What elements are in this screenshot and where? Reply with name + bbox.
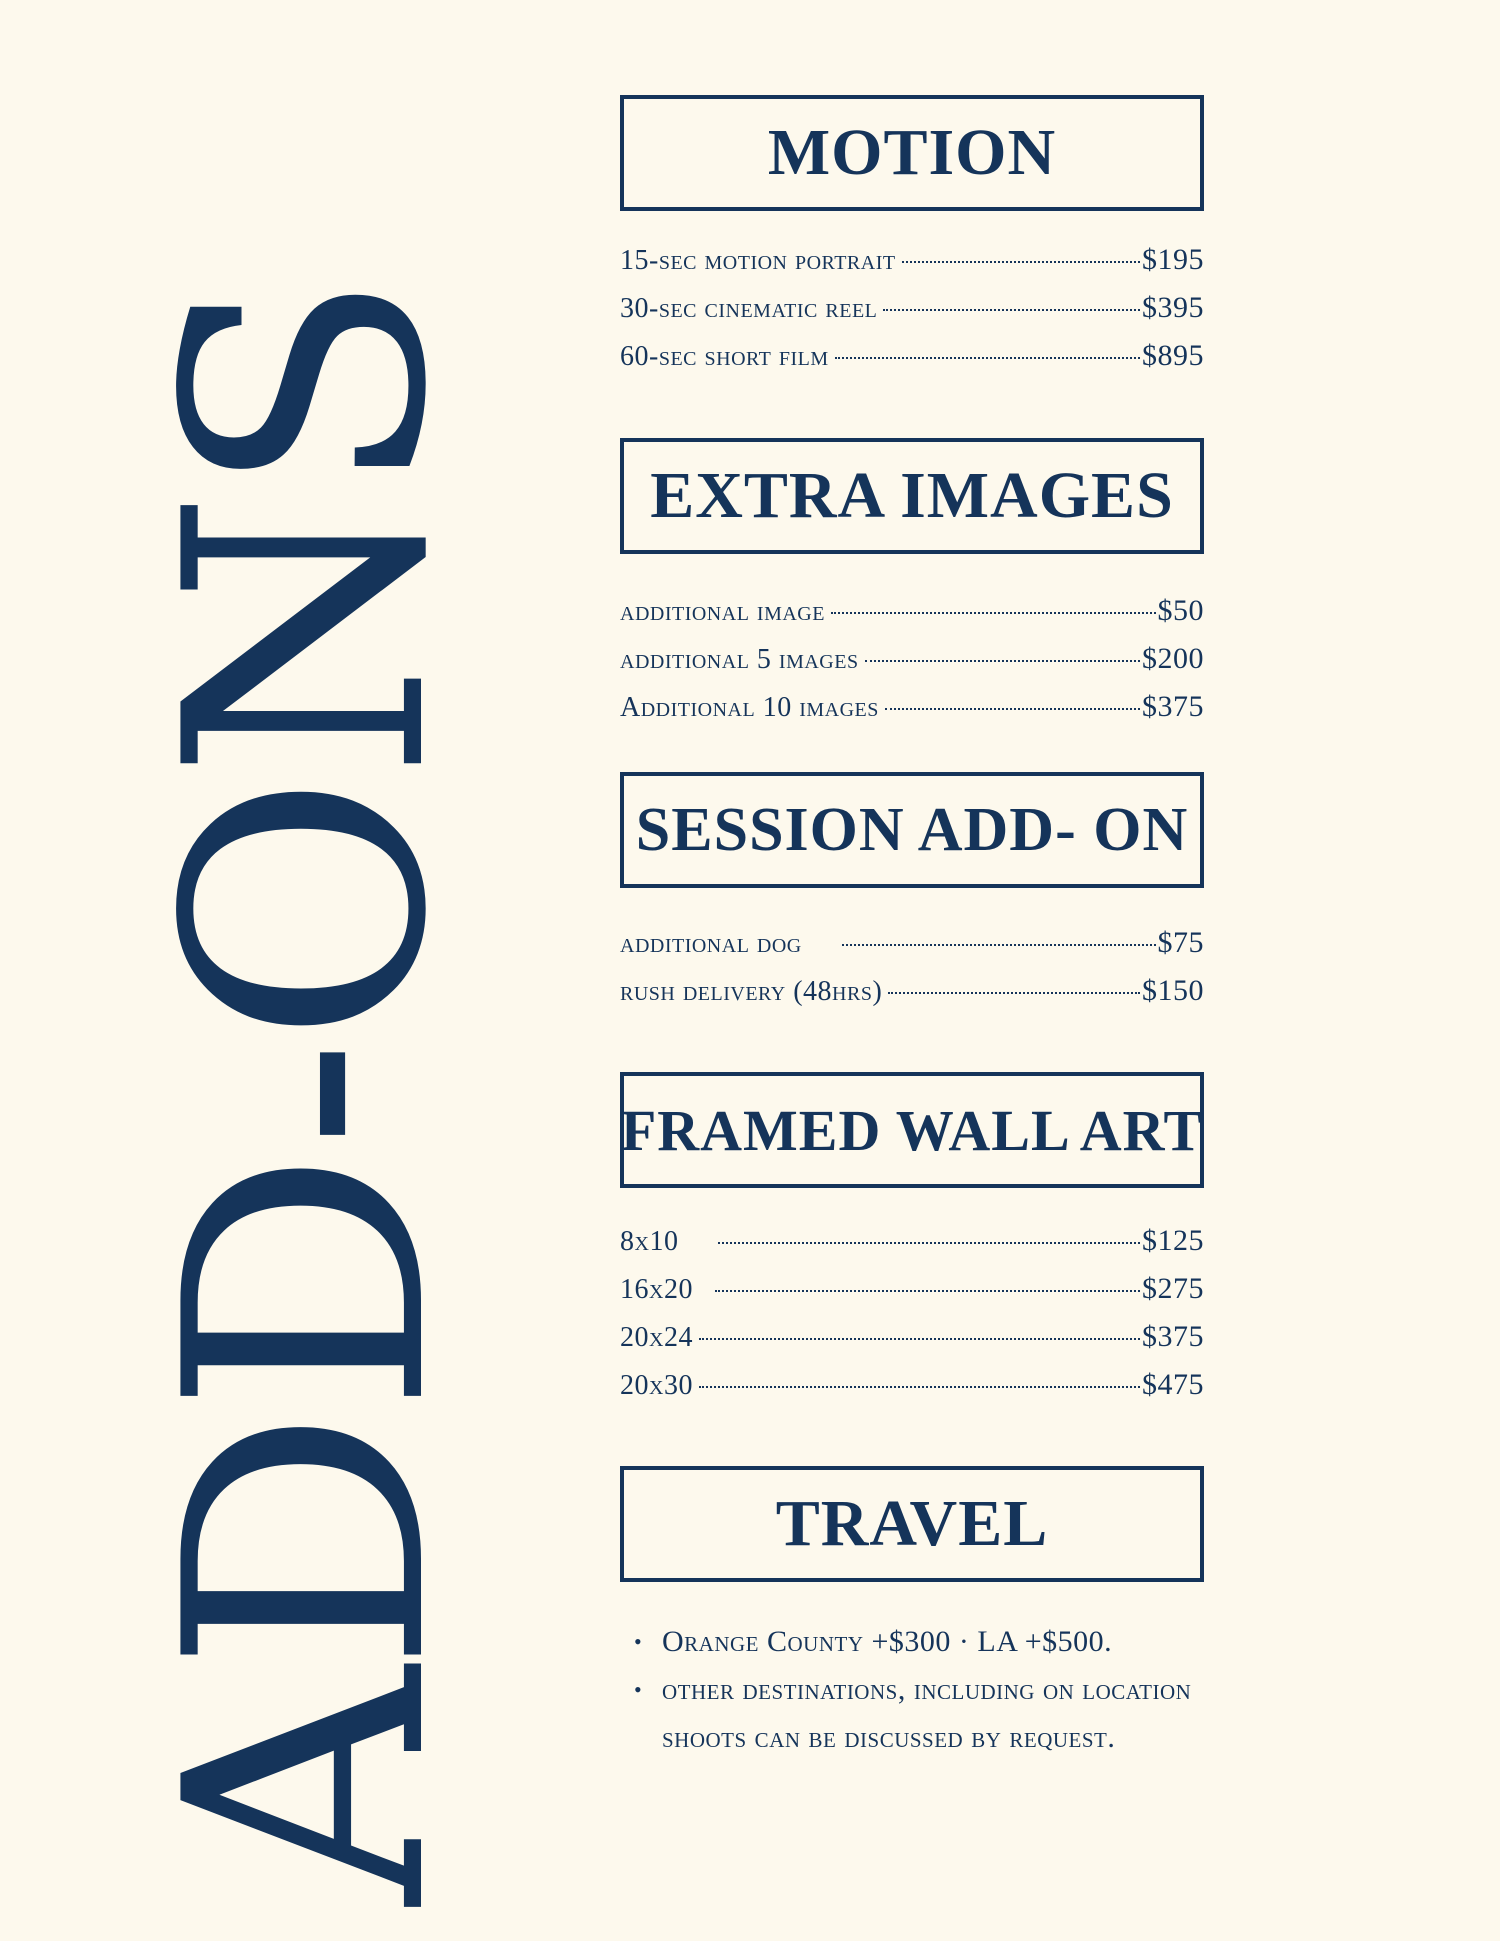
dot-leader	[835, 357, 1140, 359]
item-label: 20x24	[620, 1322, 693, 1353]
price-row	[620, 243, 1204, 291]
item-price: $395	[1142, 291, 1204, 324]
price-row	[620, 974, 1204, 1022]
section-extra-images	[620, 438, 1204, 738]
item-label: 15-sec motion portrait	[620, 245, 896, 276]
dot-leader	[865, 660, 1140, 662]
item-label: 8x10	[620, 1226, 679, 1257]
price-row	[620, 642, 1204, 690]
section-heading: EXTRA IMAGES	[650, 459, 1174, 532]
section-heading-box	[620, 772, 1204, 888]
item-price: $200	[1142, 642, 1204, 675]
item-price: $475	[1142, 1368, 1204, 1401]
section-travel	[620, 1466, 1204, 1792]
page-title	[115, 0, 499, 1905]
list-item: • Orange County +$300 · LA +$500.	[662, 1618, 1204, 1666]
item-price: $75	[1157, 926, 1204, 959]
price-row	[620, 926, 1204, 974]
dot-leader	[883, 309, 1140, 311]
price-row	[620, 1272, 1204, 1320]
item-price: $375	[1142, 690, 1204, 723]
item-label: additional 5 images	[620, 644, 859, 675]
item-price: $275	[1142, 1272, 1204, 1305]
page-title-text: ADD-ONS	[115, 276, 499, 1905]
item-label: 30-sec cinematic reel	[620, 293, 878, 324]
section-session-add-on	[620, 772, 1204, 1022]
price-list	[620, 594, 1204, 738]
section-heading-box	[620, 1072, 1204, 1188]
item-price: $150	[1142, 974, 1204, 1007]
list-item: • other destinations, including on location shoots can be discussed by request.	[662, 1666, 1204, 1762]
item-label: 20x30	[620, 1370, 693, 1401]
price-row	[620, 1368, 1204, 1416]
dot-leader	[885, 708, 1140, 710]
dot-leader	[699, 1386, 1140, 1388]
price-list	[620, 243, 1204, 387]
price-row	[620, 1320, 1204, 1368]
item-label: 16x20	[620, 1274, 693, 1305]
price-row	[620, 339, 1204, 387]
section-heading: FRAMED WALL ART	[620, 1097, 1204, 1163]
section-heading-box	[620, 438, 1204, 554]
dot-leader	[715, 1290, 1140, 1292]
section-heading-box	[620, 95, 1204, 211]
item-price: $195	[1142, 243, 1204, 276]
item-price: $375	[1142, 1320, 1204, 1353]
price-list	[620, 926, 1204, 1022]
dot-leader	[902, 261, 1140, 263]
dot-leader	[888, 992, 1140, 994]
item-label: additional image	[620, 596, 825, 627]
item-label: Additional 10 images	[620, 692, 879, 723]
dot-leader	[699, 1338, 1140, 1340]
item-price: $895	[1142, 339, 1204, 372]
price-row	[620, 291, 1204, 339]
price-row	[620, 594, 1204, 642]
item-label: rush delivery (48hrs)	[620, 976, 883, 1007]
section-framed-wall-art	[620, 1072, 1204, 1416]
price-list	[620, 1224, 1204, 1416]
price-row	[620, 1224, 1204, 1272]
section-heading: MOTION	[767, 116, 1057, 189]
item-label: 60-sec short film	[620, 341, 829, 372]
dot-leader	[842, 944, 1156, 946]
price-row	[620, 690, 1204, 738]
section-heading: SESSION ADD- ON	[635, 795, 1189, 864]
item-price: $125	[1142, 1224, 1204, 1257]
section-motion	[620, 95, 1204, 387]
section-heading-box	[620, 1466, 1204, 1582]
dot-leader	[718, 1242, 1140, 1244]
section-heading: TRAVEL	[775, 1487, 1049, 1560]
item-label: additional dog	[620, 928, 802, 959]
dot-leader	[831, 612, 1156, 614]
travel-bullet-list	[620, 1618, 1204, 1762]
item-price: $50	[1157, 594, 1204, 627]
